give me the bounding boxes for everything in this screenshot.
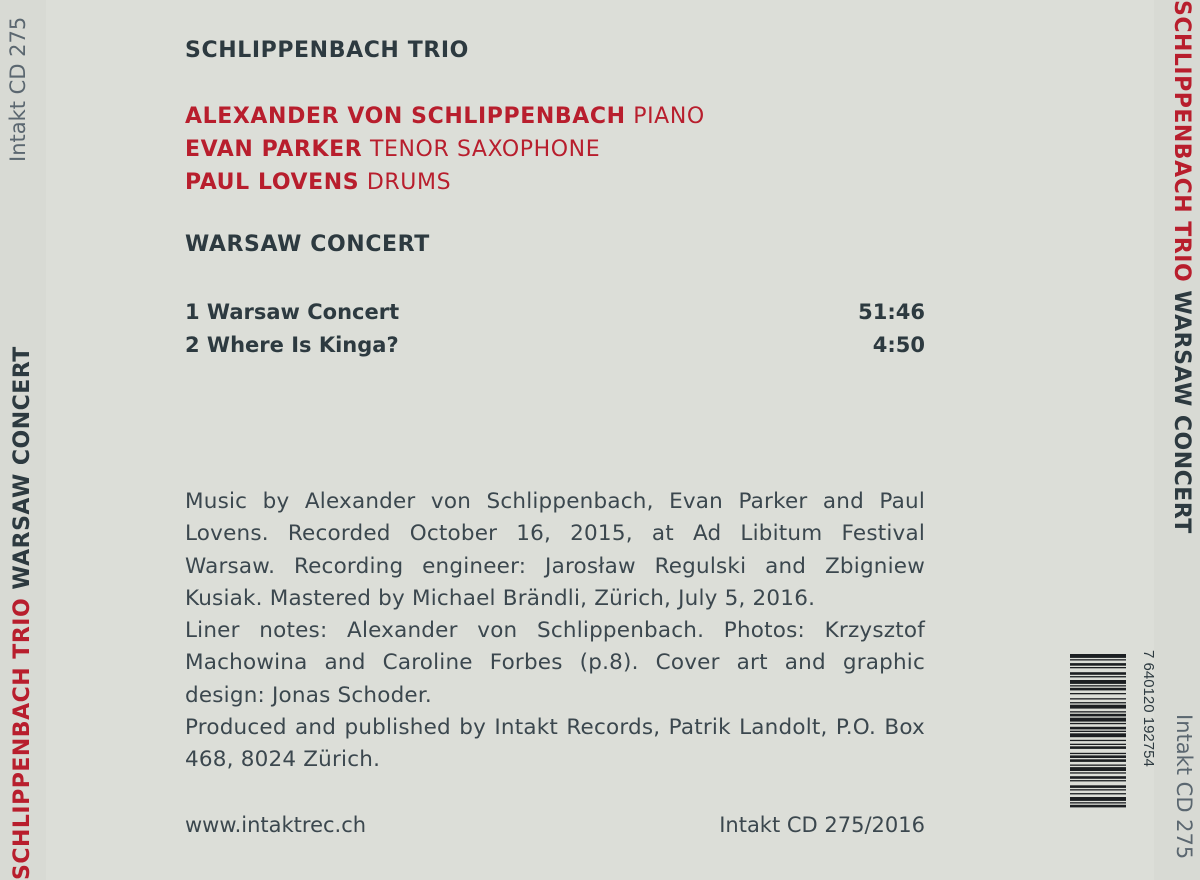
- barcode-bar: [1070, 723, 1126, 724]
- credits-paragraph: Music by Alexander von Schlippenbach, Evan Parker and Paul Lovens. Recorded October 16, 2015, at Ad Libitum Festival Warsaw. Recording engineer: Jarosław Regulski and Zbigniew Kusiak. Mastered by Michael Brändli, Zürich, July 5, 2016.: [185, 489, 925, 611]
- barcode-bar: [1070, 688, 1126, 691]
- musician-role: PIANO: [633, 104, 705, 129]
- barcode-bar: [1070, 780, 1126, 781]
- barcode-bar: [1070, 702, 1126, 703]
- musician-name: PAUL LOVENS: [185, 170, 360, 195]
- barcode-bar: [1070, 753, 1126, 754]
- footer: [185, 813, 925, 837]
- barcode-bar: [1070, 654, 1126, 658]
- catalog-number: Intakt CD 275/2016: [719, 813, 925, 837]
- musician-name: ALEXANDER VON SCHLIPPENBACH: [185, 104, 626, 129]
- barcode-bar: [1070, 733, 1126, 737]
- musician-name: EVAN PARKER: [185, 137, 363, 162]
- track-title: 2 Where Is Kinga?: [185, 333, 399, 357]
- barcode-bar: [1070, 789, 1126, 790]
- barcode-bar: [1070, 731, 1126, 732]
- barcode-bar: [1070, 693, 1126, 694]
- credits-paragraph: Liner notes: Alexander von Schlippenbach. Photos: Krzysztof Machowina and Caroline Forbes (p.8). Cover art and graphic design: Jonas Schoder.: [185, 618, 925, 708]
- spine-artist-left: SCHLIPPENBACH TRIO: [10, 597, 35, 880]
- barcode-bar: [1070, 676, 1126, 677]
- barcode-bar: [1070, 667, 1126, 668]
- musician-role: TENOR SAXOPHONE: [369, 137, 601, 162]
- band-name: SCHLIPPENBACH TRIO: [185, 38, 469, 63]
- track-duration: 4:50: [872, 333, 925, 357]
- barcode-bar: [1070, 680, 1126, 684]
- barcode-bar: [1070, 759, 1126, 762]
- barcode-bar: [1070, 765, 1126, 766]
- lineup-item: [185, 100, 705, 133]
- spine-artist-right: SCHLIPPENBACH TRIO: [1169, 0, 1194, 283]
- musician-role: DRUMS: [366, 170, 452, 195]
- track-row: [185, 329, 925, 362]
- website-link: www.intaktrec.ch: [185, 813, 367, 837]
- barcode-bar: [1070, 797, 1126, 801]
- spine-title-left: [10, 346, 35, 880]
- spine-catalog-left: Intakt CD 275: [6, 16, 30, 162]
- barcode-bar: [1070, 685, 1126, 686]
- barcode: [1070, 650, 1157, 865]
- barcode-bar: [1070, 659, 1126, 660]
- barcode-bar: [1070, 785, 1126, 788]
- barcode-bar: [1070, 663, 1126, 666]
- barcode-bar: [1070, 793, 1126, 794]
- barcode-bar: [1070, 746, 1126, 749]
- barcode-bar: [1070, 776, 1126, 779]
- credits-paragraph: Produced and published by Intakt Records, Patrik Landolt, P.O. Box 468, 8024 Zürich.: [185, 715, 925, 773]
- spine-catalog-right: Intakt CD 275: [1172, 714, 1196, 860]
- spine-album-right: WARSAW CONCERT: [1169, 290, 1194, 534]
- spine-title-right: [1169, 0, 1194, 534]
- barcode-bar: [1070, 714, 1126, 717]
- lineup-item: [185, 133, 705, 166]
- barcode-bar: [1070, 740, 1126, 741]
- lineup: [185, 100, 705, 199]
- barcode-bar: [1070, 755, 1126, 758]
- barcode-bar: [1070, 772, 1126, 773]
- album-title: WARSAW CONCERT: [185, 232, 430, 257]
- barcode-bar: [1070, 805, 1126, 808]
- barcode-bar: [1070, 718, 1126, 722]
- barcode-bar: [1070, 698, 1126, 699]
- credits: [185, 486, 925, 777]
- spine-album-left: WARSAW CONCERT: [10, 346, 35, 590]
- lineup-item: [185, 166, 705, 199]
- barcode-number: 7 640120 192754: [1140, 650, 1157, 767]
- track-title: 1 Warsaw Concert: [185, 300, 400, 324]
- track-duration: 51:46: [858, 300, 925, 324]
- barcode-bar: [1070, 727, 1126, 730]
- barcode-bar: [1070, 802, 1126, 803]
- barcode-bar: [1070, 672, 1126, 675]
- barcode-bar: [1070, 767, 1126, 771]
- track-row: [185, 296, 925, 329]
- track-list: [185, 296, 925, 362]
- barcode-bar: [1070, 711, 1126, 712]
- barcode-bar: [1070, 705, 1126, 709]
- barcode-bar: [1070, 744, 1126, 745]
